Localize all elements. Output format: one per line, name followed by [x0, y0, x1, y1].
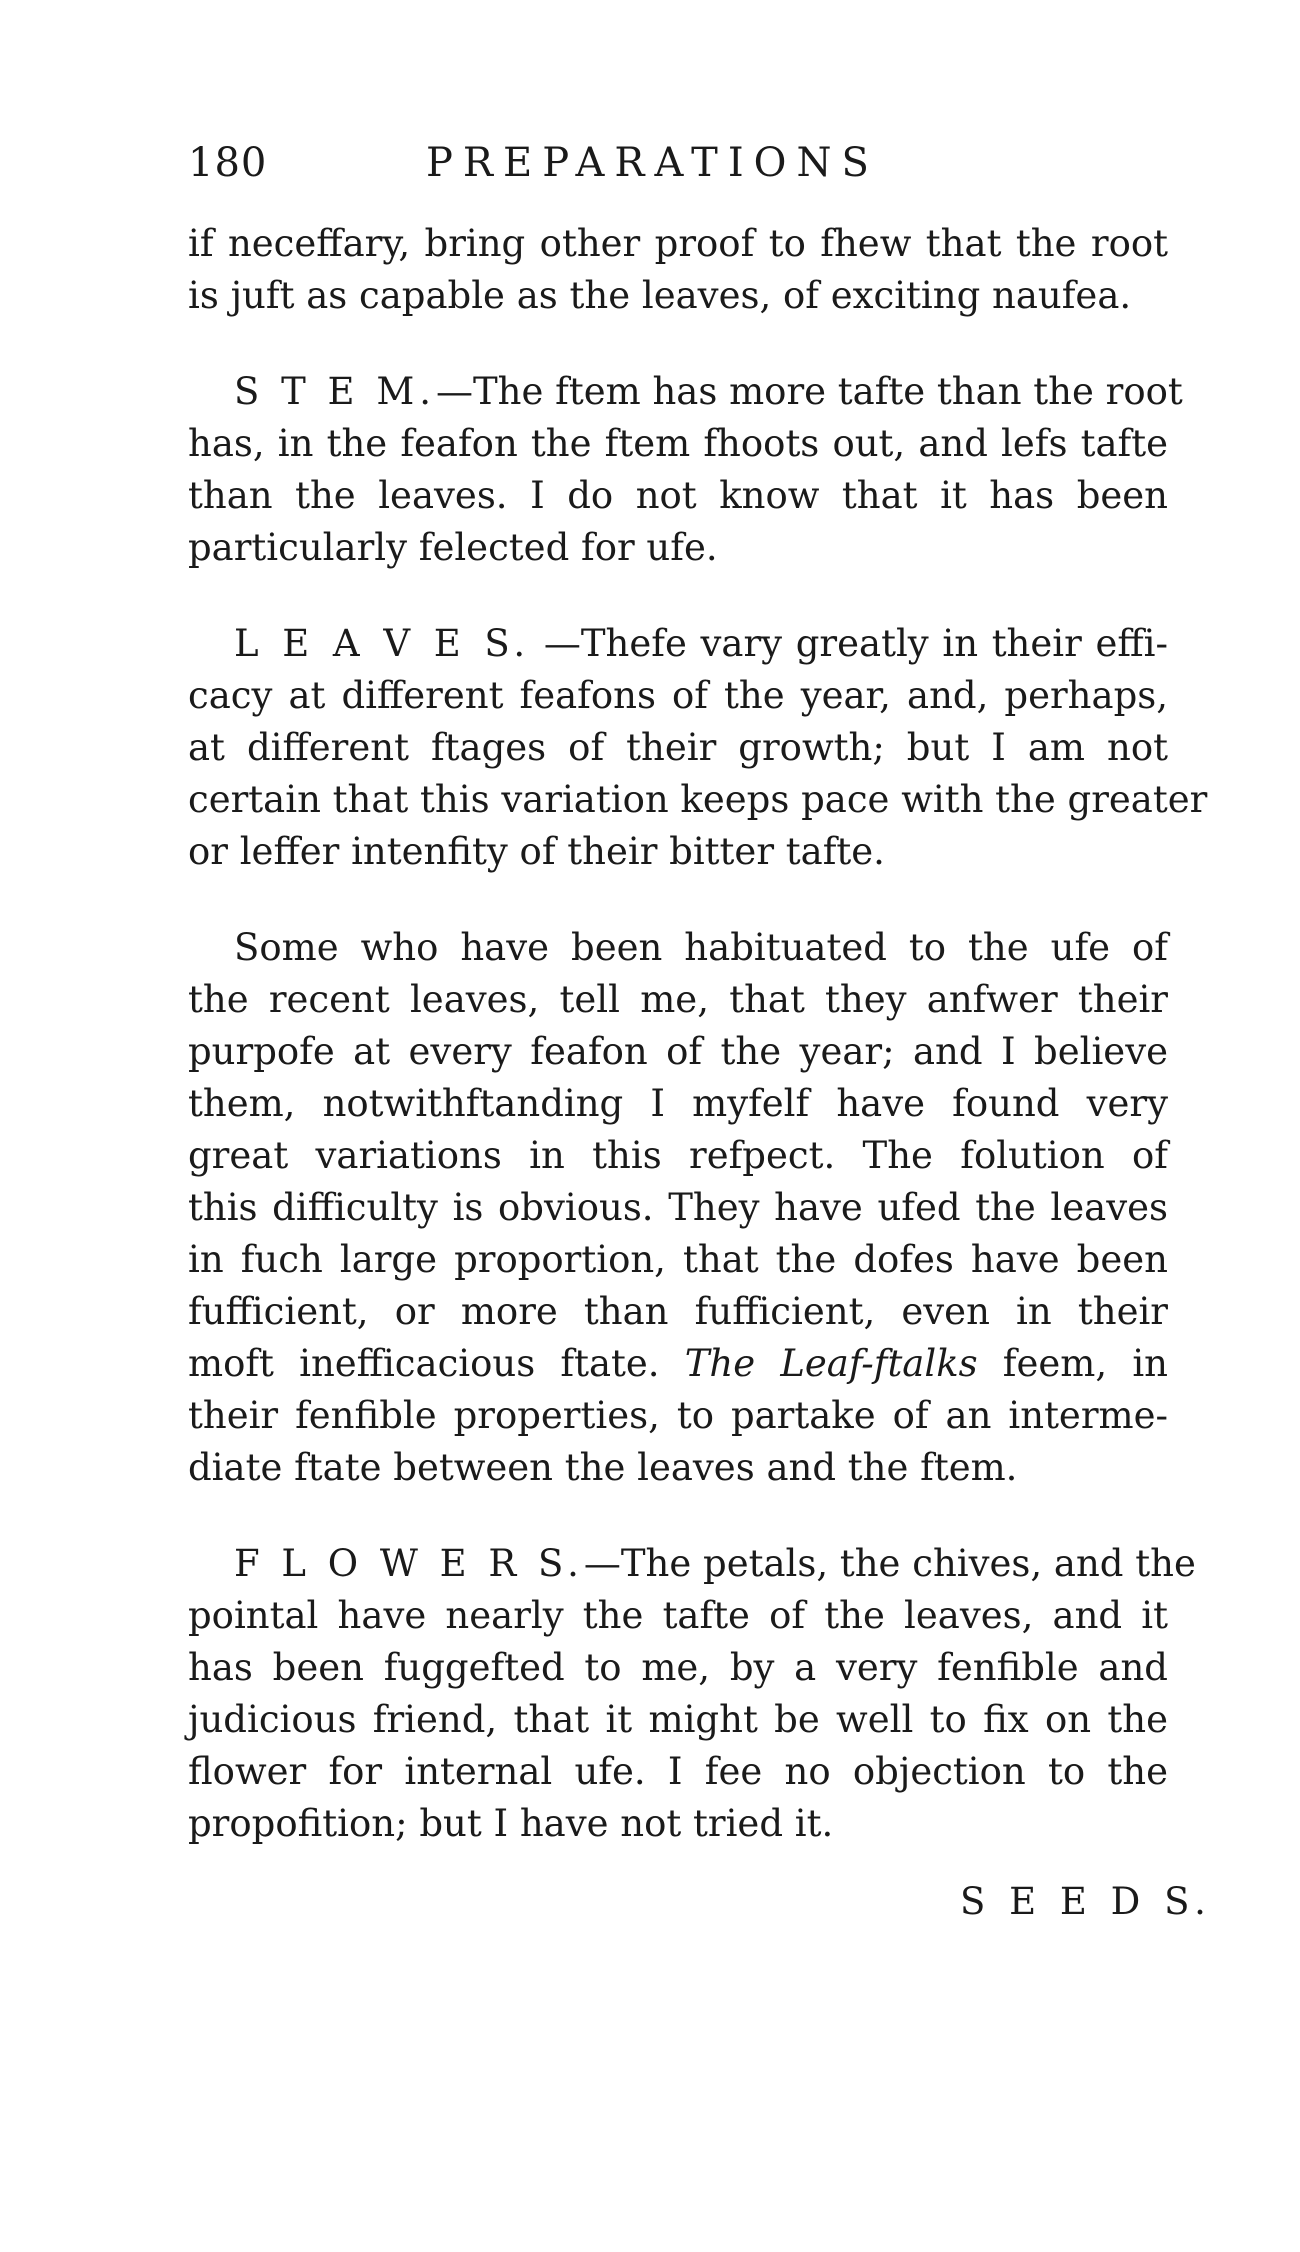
text-line: purpofe at every feafon of the year; and I believe [188, 1030, 1168, 1073]
text-line: in fuch large proportion, that the dofes have been [188, 1238, 1168, 1281]
text-line: if neceffary, bring other proof to fhew that the root [188, 222, 1168, 265]
text-line: is juft as capable as the leaves, of exciting naufea. [188, 274, 1132, 317]
section-heading-leaves: L E A V E S. [234, 622, 531, 665]
paragraph-gap [188, 878, 1168, 922]
running-title: PREPARATIONS [426, 140, 879, 186]
text-line: or leffer intenfity of their bitter tafte. [188, 830, 885, 873]
text-line: has been fuggefted to me, by a very fenfible and [188, 1646, 1168, 1689]
section-heading-stem: S T E M. [234, 370, 436, 413]
text-line: particularly felected for ufe. [188, 526, 718, 569]
paragraph-flowers [188, 1538, 1196, 1850]
text-line: cacy at different feafons of the year, and, perhaps, [188, 674, 1168, 717]
catchword: S E E D S. [960, 1880, 1212, 1923]
text-line: them, notwithftanding I myfelf have found very [188, 1082, 1168, 1125]
text-fragment: feem, in [977, 1342, 1168, 1385]
page-header [188, 140, 1168, 200]
body-text [188, 218, 1208, 1850]
text-fragment: —The ftem has more tafte than the root [435, 370, 1183, 413]
text-line: judicious friend, that it might be well to fix on the [188, 1698, 1168, 1741]
text-fragment: —Thefe vary greatly in their effi- [530, 622, 1168, 665]
text-line: this difficulty is obvious. They have ufed the leaves [188, 1186, 1168, 1229]
text-line: pointal have nearly the tafte of the leaves, and it [188, 1594, 1168, 1637]
text-line: Some who have been habituated to the ufe of [234, 926, 1168, 969]
text-line [188, 1538, 1196, 1590]
text-line: the recent leaves, tell me, that they anfwer their [188, 978, 1168, 1021]
paragraph-root-continued [188, 218, 1168, 322]
text-line: fufficient, or more than fufficient, even in their [188, 1290, 1168, 1333]
paragraph-gap [188, 1494, 1168, 1538]
paragraph-stem [188, 366, 1183, 574]
text-line [188, 1338, 1168, 1390]
section-heading-flowers: F L O W E R S. [234, 1542, 584, 1585]
text-line: has, in the feafon the ftem fhoots out, and lefs tafte [188, 422, 1168, 465]
page-number: 180 [188, 140, 268, 186]
text-line: at different ftages of their growth; but I am not [188, 726, 1168, 769]
text-line [188, 618, 1168, 670]
text-line: propofition; but I have not tried it. [188, 1802, 834, 1845]
paragraph-gap [188, 322, 1168, 366]
text-line: certain that this variation keeps pace with the greater [188, 778, 1208, 821]
text-line: great variations in this refpect. The folution of [188, 1134, 1168, 1177]
text-fragment: —The petals, the chives, and the [583, 1542, 1196, 1585]
text-fragment: moft inefficacious ftate. [188, 1342, 660, 1385]
paragraph-leaves [188, 618, 1208, 878]
paragraph-gap [188, 574, 1168, 618]
text-line: their fenfible properties, to partake of an interme- [188, 1394, 1168, 1437]
text-line: than the leaves. I do not know that it has been [188, 474, 1168, 517]
text-line: flower for internal ufe. I fee no objection to the [188, 1750, 1168, 1793]
text-line [188, 366, 1183, 418]
text-line: diate ftate between the leaves and the ftem. [188, 1446, 1018, 1489]
paragraph-recent-leaves [188, 922, 1168, 1494]
italic-term-leaf-stalks: The Leaf-ftalks [684, 1342, 978, 1385]
